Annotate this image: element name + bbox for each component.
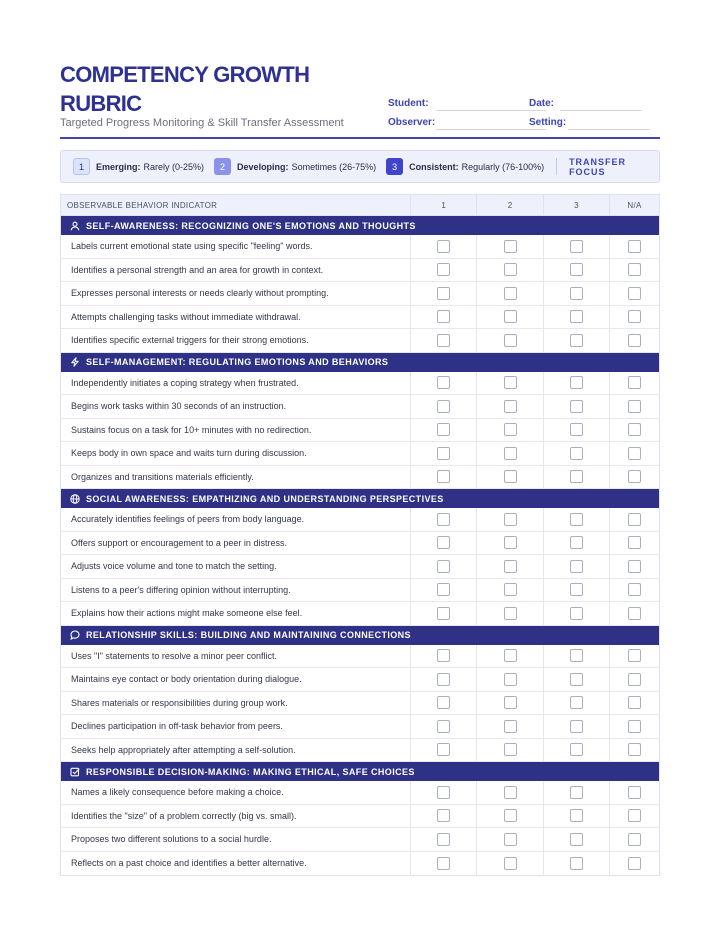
legend-name: Developing: [237, 161, 289, 172]
behavior-indicator: Identifies a personal strength and an area for growth in context. [71, 264, 324, 275]
rating-cell-3 [543, 419, 609, 442]
rating-cell-na [609, 668, 659, 691]
rating-checkbox-na[interactable] [628, 310, 641, 323]
rating-cell-1 [410, 715, 476, 738]
legend-item-developing [214, 158, 376, 175]
rating-cell-1 [410, 508, 476, 531]
table-row [61, 668, 659, 692]
rating-cell-3 [543, 739, 609, 762]
rating-cell-1 [410, 235, 476, 258]
rating-checkbox-1[interactable] [437, 560, 450, 573]
legend-divider [556, 158, 557, 175]
behavior-indicator: Identifies the "size" of a problem correctly (big vs. small). [71, 810, 297, 821]
rating-cell-1 [410, 805, 476, 828]
globe-icon [70, 494, 86, 504]
section-title: SELF-AWARENESS: RECOGNIZING ONE'S EMOTIONS AND THOUGHTS [86, 220, 416, 231]
rating-cell-2 [476, 692, 542, 715]
rating-cell-1 [410, 828, 476, 851]
table-row [61, 508, 659, 532]
behavior-indicator: Labels current emotional state using specific "feeling" words. [71, 241, 313, 252]
rating-checkbox-3[interactable] [570, 809, 583, 822]
rating-cell-1 [410, 532, 476, 555]
rating-checkbox-na[interactable] [628, 400, 641, 413]
page-subtitle: Targeted Progress Monitoring & Skill Transfer Assessment [60, 117, 344, 129]
table-row [61, 235, 659, 259]
rating-checkbox-3[interactable] [570, 400, 583, 413]
rating-checkbox-na[interactable] [628, 240, 641, 253]
rating-checkbox-3[interactable] [570, 240, 583, 253]
rating-cell-na [609, 259, 659, 282]
rating-checkbox-2[interactable] [504, 310, 517, 323]
rating-checkbox-3[interactable] [570, 376, 583, 389]
legend-number: 3 [386, 158, 403, 175]
header-rating-na: N/A [609, 195, 659, 215]
rating-cell-3 [543, 781, 609, 804]
rating-checkbox-2[interactable] [504, 607, 517, 620]
rating-cell-2 [476, 645, 542, 668]
rating-checkbox-3[interactable] [570, 560, 583, 573]
behavior-indicator: Expresses personal interests or needs clearly without prompting. [71, 288, 329, 299]
rating-checkbox-1[interactable] [437, 607, 450, 620]
rating-checkbox-3[interactable] [570, 607, 583, 620]
rating-checkbox-2[interactable] [504, 513, 517, 526]
rating-checkbox-1[interactable] [437, 743, 450, 756]
header-rating-1: 1 [410, 195, 476, 215]
rating-cell-3 [543, 442, 609, 465]
behavior-indicator: Organizes and transitions materials efficiently. [71, 471, 254, 482]
rating-cell-1 [410, 555, 476, 578]
rating-cell-2 [476, 466, 542, 489]
rating-checkbox-na[interactable] [628, 376, 641, 389]
student-field[interactable] [436, 110, 546, 111]
rating-cell-3 [543, 579, 609, 602]
rating-checkbox-1[interactable] [437, 786, 450, 799]
rating-cell-1 [410, 781, 476, 804]
rating-cell-2 [476, 828, 542, 851]
rating-cell-1 [410, 602, 476, 625]
rating-cell-na [609, 602, 659, 625]
behavior-indicator: Shares materials or responsibilities during group work. [71, 697, 288, 708]
table-row [61, 372, 659, 396]
rating-checkbox-1[interactable] [437, 287, 450, 300]
rating-cell-3 [543, 372, 609, 395]
rating-checkbox-2[interactable] [504, 334, 517, 347]
rating-cell-3 [543, 805, 609, 828]
rating-checkbox-1[interactable] [437, 423, 450, 436]
table-row [61, 692, 659, 716]
rating-checkbox-na[interactable] [628, 470, 641, 483]
rating-cell-2 [476, 306, 542, 329]
section-title: RESPONSIBLE DECISION-MAKING: MAKING ETHICAL, SAFE CHOICES [86, 766, 415, 777]
table-row [61, 555, 659, 579]
behavior-indicator: Keeps body in own space and waits turn during discussion. [71, 448, 307, 459]
header-divider [60, 137, 660, 139]
page-title: COMPETENCY GROWTH RUBRIC [60, 62, 310, 116]
rating-cell-2 [476, 805, 542, 828]
rating-cell-2 [476, 668, 542, 691]
rating-checkbox-na[interactable] [628, 607, 641, 620]
table-row [61, 282, 659, 306]
legend-number: 1 [73, 158, 90, 175]
rating-checkbox-2[interactable] [504, 649, 517, 662]
section-header-self-awareness [61, 216, 659, 235]
rating-cell-na [609, 645, 659, 668]
rating-checkbox-na[interactable] [628, 786, 641, 799]
rating-checkbox-1[interactable] [437, 310, 450, 323]
rating-checkbox-3[interactable] [570, 447, 583, 460]
rating-cell-2 [476, 235, 542, 258]
rating-cell-2 [476, 395, 542, 418]
rating-checkbox-3[interactable] [570, 743, 583, 756]
rating-cell-3 [543, 828, 609, 851]
rating-checkbox-3[interactable] [570, 833, 583, 846]
rating-cell-3 [543, 508, 609, 531]
rating-cell-1 [410, 329, 476, 352]
rating-cell-1 [410, 645, 476, 668]
rating-checkbox-1[interactable] [437, 470, 450, 483]
rating-checkbox-2[interactable] [504, 560, 517, 573]
rating-checkbox-2[interactable] [504, 720, 517, 733]
rating-checkbox-3[interactable] [570, 649, 583, 662]
table-row [61, 781, 659, 805]
rating-checkbox-2[interactable] [504, 833, 517, 846]
table-row [61, 532, 659, 556]
legend-desc: Sometimes (26-75%) [291, 161, 377, 172]
rating-checkbox-1[interactable] [437, 334, 450, 347]
behavior-indicator: Listens to a peer's differing opinion without interrupting. [71, 584, 291, 595]
rating-checkbox-na[interactable] [628, 287, 641, 300]
rating-checkbox-2[interactable] [504, 287, 517, 300]
rating-cell-na [609, 329, 659, 352]
student-label: Student: [388, 98, 429, 109]
rating-cell-1 [410, 692, 476, 715]
rating-checkbox-1[interactable] [437, 720, 450, 733]
rating-checkbox-2[interactable] [504, 743, 517, 756]
rating-checkbox-na[interactable] [628, 263, 641, 276]
rating-checkbox-na[interactable] [628, 857, 641, 870]
rating-cell-2 [476, 419, 542, 442]
rating-cell-1 [410, 372, 476, 395]
rating-cell-na [609, 692, 659, 715]
behavior-indicator: Names a likely consequence before making a choice. [71, 787, 284, 798]
rating-checkbox-1[interactable] [437, 696, 450, 709]
legend-item-emerging [73, 158, 204, 175]
table-row [61, 739, 659, 763]
lightning-icon [70, 357, 86, 367]
header-rating-3: 3 [543, 195, 609, 215]
behavior-indicator: Uses "I" statements to resolve a minor peer conflict. [71, 650, 277, 661]
rating-checkbox-2[interactable] [504, 263, 517, 276]
rating-checkbox-1[interactable] [437, 583, 450, 596]
table-row [61, 419, 659, 443]
rating-checkbox-3[interactable] [570, 536, 583, 549]
table-row [61, 306, 659, 330]
speech-bubble-icon [70, 630, 86, 640]
rating-cell-1 [410, 282, 476, 305]
rating-cell-1 [410, 739, 476, 762]
rating-checkbox-1[interactable] [437, 857, 450, 870]
rating-checkbox-3[interactable] [570, 287, 583, 300]
behavior-indicator: Accurately identifies feelings of peers from body language. [71, 514, 305, 525]
rating-checkbox-2[interactable] [504, 583, 517, 596]
rating-checkbox-1[interactable] [437, 263, 450, 276]
rating-cell-2 [476, 602, 542, 625]
rating-cell-3 [543, 692, 609, 715]
rating-cell-2 [476, 852, 542, 876]
header [60, 60, 660, 140]
rubric-table [60, 194, 660, 876]
header-rating-2: 2 [476, 195, 542, 215]
rating-checkbox-1[interactable] [437, 833, 450, 846]
behavior-indicator: Reflects on a past choice and identifies a better alternative. [71, 858, 307, 869]
table-row [61, 395, 659, 419]
rating-checkbox-2[interactable] [504, 240, 517, 253]
rating-checkbox-2[interactable] [504, 696, 517, 709]
rating-cell-na [609, 372, 659, 395]
rating-cell-na [609, 852, 659, 876]
rating-cell-na [609, 828, 659, 851]
section-header-self-management [61, 353, 659, 372]
person-icon [70, 221, 86, 231]
rating-cell-2 [476, 372, 542, 395]
section-title: RELATIONSHIP SKILLS: BUILDING AND MAINTAINING CONNECTIONS [86, 630, 411, 640]
rating-cell-2 [476, 442, 542, 465]
checkbox-icon [70, 767, 86, 777]
rating-cell-na [609, 508, 659, 531]
table-row [61, 828, 659, 852]
rating-checkbox-2[interactable] [504, 857, 517, 870]
table-row [61, 442, 659, 466]
rating-checkbox-na[interactable] [628, 833, 641, 846]
table-row [61, 579, 659, 603]
rating-checkbox-na[interactable] [628, 447, 641, 460]
rating-cell-2 [476, 739, 542, 762]
rating-checkbox-1[interactable] [437, 673, 450, 686]
rating-checkbox-2[interactable] [504, 786, 517, 799]
rating-cell-na [609, 395, 659, 418]
rating-checkbox-3[interactable] [570, 263, 583, 276]
rating-cell-na [609, 282, 659, 305]
rating-checkbox-3[interactable] [570, 334, 583, 347]
rating-checkbox-3[interactable] [570, 696, 583, 709]
legend-item-consistent [386, 158, 544, 175]
rating-checkbox-3[interactable] [570, 470, 583, 483]
rating-cell-3 [543, 329, 609, 352]
rating-checkbox-3[interactable] [570, 673, 583, 686]
rating-checkbox-na[interactable] [628, 743, 641, 756]
date-label: Date: [529, 98, 555, 109]
table-row [61, 329, 659, 353]
rating-cell-3 [543, 555, 609, 578]
rating-checkbox-2[interactable] [504, 423, 517, 436]
behavior-indicator: Adjusts voice volume and tone to match the setting. [71, 561, 277, 572]
table-row [61, 259, 659, 283]
rating-checkbox-3[interactable] [570, 513, 583, 526]
rating-cell-na [609, 739, 659, 762]
behavior-indicator: Begins work tasks within 30 seconds of an instruction. [71, 401, 287, 412]
rating-checkbox-2[interactable] [504, 536, 517, 549]
rating-cell-na [609, 781, 659, 804]
rating-cell-na [609, 555, 659, 578]
behavior-indicator: Identifies specific external triggers for their strong emotions. [71, 335, 309, 346]
rating-checkbox-2[interactable] [504, 673, 517, 686]
section-title: SELF-MANAGEMENT: REGULATING EMOTIONS AND BEHAVIORS [86, 357, 389, 367]
behavior-indicator: Offers support or encouragement to a peer in distress. [71, 537, 287, 548]
rating-checkbox-na[interactable] [628, 536, 641, 549]
rating-checkbox-3[interactable] [570, 583, 583, 596]
behavior-indicator: Explains how their actions might make someone else feel. [71, 608, 303, 619]
rating-checkbox-na[interactable] [628, 423, 641, 436]
legend-name: Emerging: [96, 161, 141, 172]
rating-cell-2 [476, 329, 542, 352]
rating-cell-3 [543, 645, 609, 668]
observer-label: Observer: [388, 117, 436, 128]
behavior-indicator: Seeks help appropriately after attempting a self-solution. [71, 744, 296, 755]
rating-checkbox-na[interactable] [628, 334, 641, 347]
legend-desc: Rarely (0-25%) [143, 161, 205, 172]
behavior-indicator: Attempts challenging tasks without immediate withdrawal. [71, 311, 301, 322]
rating-cell-na [609, 235, 659, 258]
rating-cell-3 [543, 532, 609, 555]
rating-checkbox-2[interactable] [504, 376, 517, 389]
rating-cell-3 [543, 852, 609, 876]
rating-cell-na [609, 805, 659, 828]
rating-cell-3 [543, 668, 609, 691]
rating-checkbox-na[interactable] [628, 560, 641, 573]
rating-cell-2 [476, 579, 542, 602]
rating-cell-na [609, 579, 659, 602]
rating-cell-2 [476, 781, 542, 804]
rating-cell-2 [476, 259, 542, 282]
behavior-indicator: Independently initiates a coping strategy when frustrated. [71, 377, 299, 388]
table-body [61, 216, 659, 875]
rating-cell-2 [476, 508, 542, 531]
rating-cell-1 [410, 259, 476, 282]
observer-field[interactable] [436, 129, 546, 130]
table-row [61, 715, 659, 739]
rating-cell-3 [543, 602, 609, 625]
rating-cell-2 [476, 555, 542, 578]
rating-checkbox-na[interactable] [628, 513, 641, 526]
behavior-indicator: Sustains focus on a task for 10+ minutes with no redirection. [71, 424, 312, 435]
legend-number: 2 [214, 158, 231, 175]
rating-checkbox-1[interactable] [437, 513, 450, 526]
behavior-indicator: Declines participation in off-task behavior from peers. [71, 721, 283, 732]
table-row [61, 805, 659, 829]
rating-cell-1 [410, 466, 476, 489]
rating-checkbox-3[interactable] [570, 857, 583, 870]
rating-checkbox-1[interactable] [437, 376, 450, 389]
rating-cell-1 [410, 668, 476, 691]
header-indicator: OBSERVABLE BEHAVIOR INDICATOR [67, 200, 218, 210]
section-header-responsible-decision-making [61, 762, 659, 781]
rating-cell-1 [410, 579, 476, 602]
rating-checkbox-1[interactable] [437, 240, 450, 253]
rating-cell-3 [543, 306, 609, 329]
rating-checkbox-3[interactable] [570, 310, 583, 323]
section-header-social-awareness [61, 489, 659, 508]
rating-checkbox-1[interactable] [437, 536, 450, 549]
rating-cell-3 [543, 282, 609, 305]
rating-checkbox-2[interactable] [504, 809, 517, 822]
rating-checkbox-1[interactable] [437, 649, 450, 662]
table-row [61, 602, 659, 626]
rating-legend [60, 150, 660, 183]
rating-cell-2 [476, 282, 542, 305]
rating-checkbox-3[interactable] [570, 786, 583, 799]
rating-checkbox-3[interactable] [570, 720, 583, 733]
section-title: SOCIAL AWARENESS: EMPATHIZING AND UNDERSTANDING PERSPECTIVES [86, 493, 444, 504]
section-header-relationship-skills [61, 626, 659, 645]
rating-cell-1 [410, 395, 476, 418]
table-row [61, 852, 659, 876]
rating-cell-na [609, 715, 659, 738]
rating-checkbox-na[interactable] [628, 649, 641, 662]
rating-cell-na [609, 419, 659, 442]
rating-cell-3 [543, 395, 609, 418]
rating-cell-3 [543, 235, 609, 258]
rating-cell-3 [543, 259, 609, 282]
behavior-indicator: Maintains eye contact or body orientation during dialogue. [71, 674, 302, 685]
rating-checkbox-1[interactable] [437, 400, 450, 413]
transfer-focus-label: TRANSFER FOCUS [569, 156, 627, 177]
table-row [61, 645, 659, 669]
rating-cell-3 [543, 715, 609, 738]
rating-checkbox-1[interactable] [437, 809, 450, 822]
setting-label: Setting: [529, 117, 567, 128]
rating-cell-na [609, 532, 659, 555]
legend-desc: Regularly (76-100%) [461, 161, 545, 172]
rating-cell-1 [410, 419, 476, 442]
setting-field[interactable] [568, 129, 650, 130]
rating-checkbox-na[interactable] [628, 696, 641, 709]
rating-cell-1 [410, 852, 476, 876]
behavior-indicator: Proposes two different solutions to a social hurdle. [71, 834, 272, 845]
rating-checkbox-3[interactable] [570, 423, 583, 436]
rating-checkbox-2[interactable] [504, 400, 517, 413]
rating-checkbox-na[interactable] [628, 673, 641, 686]
rating-cell-2 [476, 532, 542, 555]
rating-cell-3 [543, 466, 609, 489]
rating-checkbox-2[interactable] [504, 470, 517, 483]
rating-checkbox-na[interactable] [628, 720, 641, 733]
date-field[interactable] [560, 110, 642, 111]
rating-cell-1 [410, 306, 476, 329]
rating-cell-na [609, 442, 659, 465]
rating-cell-2 [476, 715, 542, 738]
rating-cell-na [609, 306, 659, 329]
rating-checkbox-2[interactable] [504, 447, 517, 460]
rating-checkbox-na[interactable] [628, 809, 641, 822]
table-header [61, 195, 659, 216]
rating-cell-na [609, 466, 659, 489]
rating-checkbox-1[interactable] [437, 447, 450, 460]
rating-cell-1 [410, 442, 476, 465]
rating-checkbox-na[interactable] [628, 583, 641, 596]
table-row [61, 466, 659, 490]
legend-name: Consistent: [409, 161, 459, 172]
